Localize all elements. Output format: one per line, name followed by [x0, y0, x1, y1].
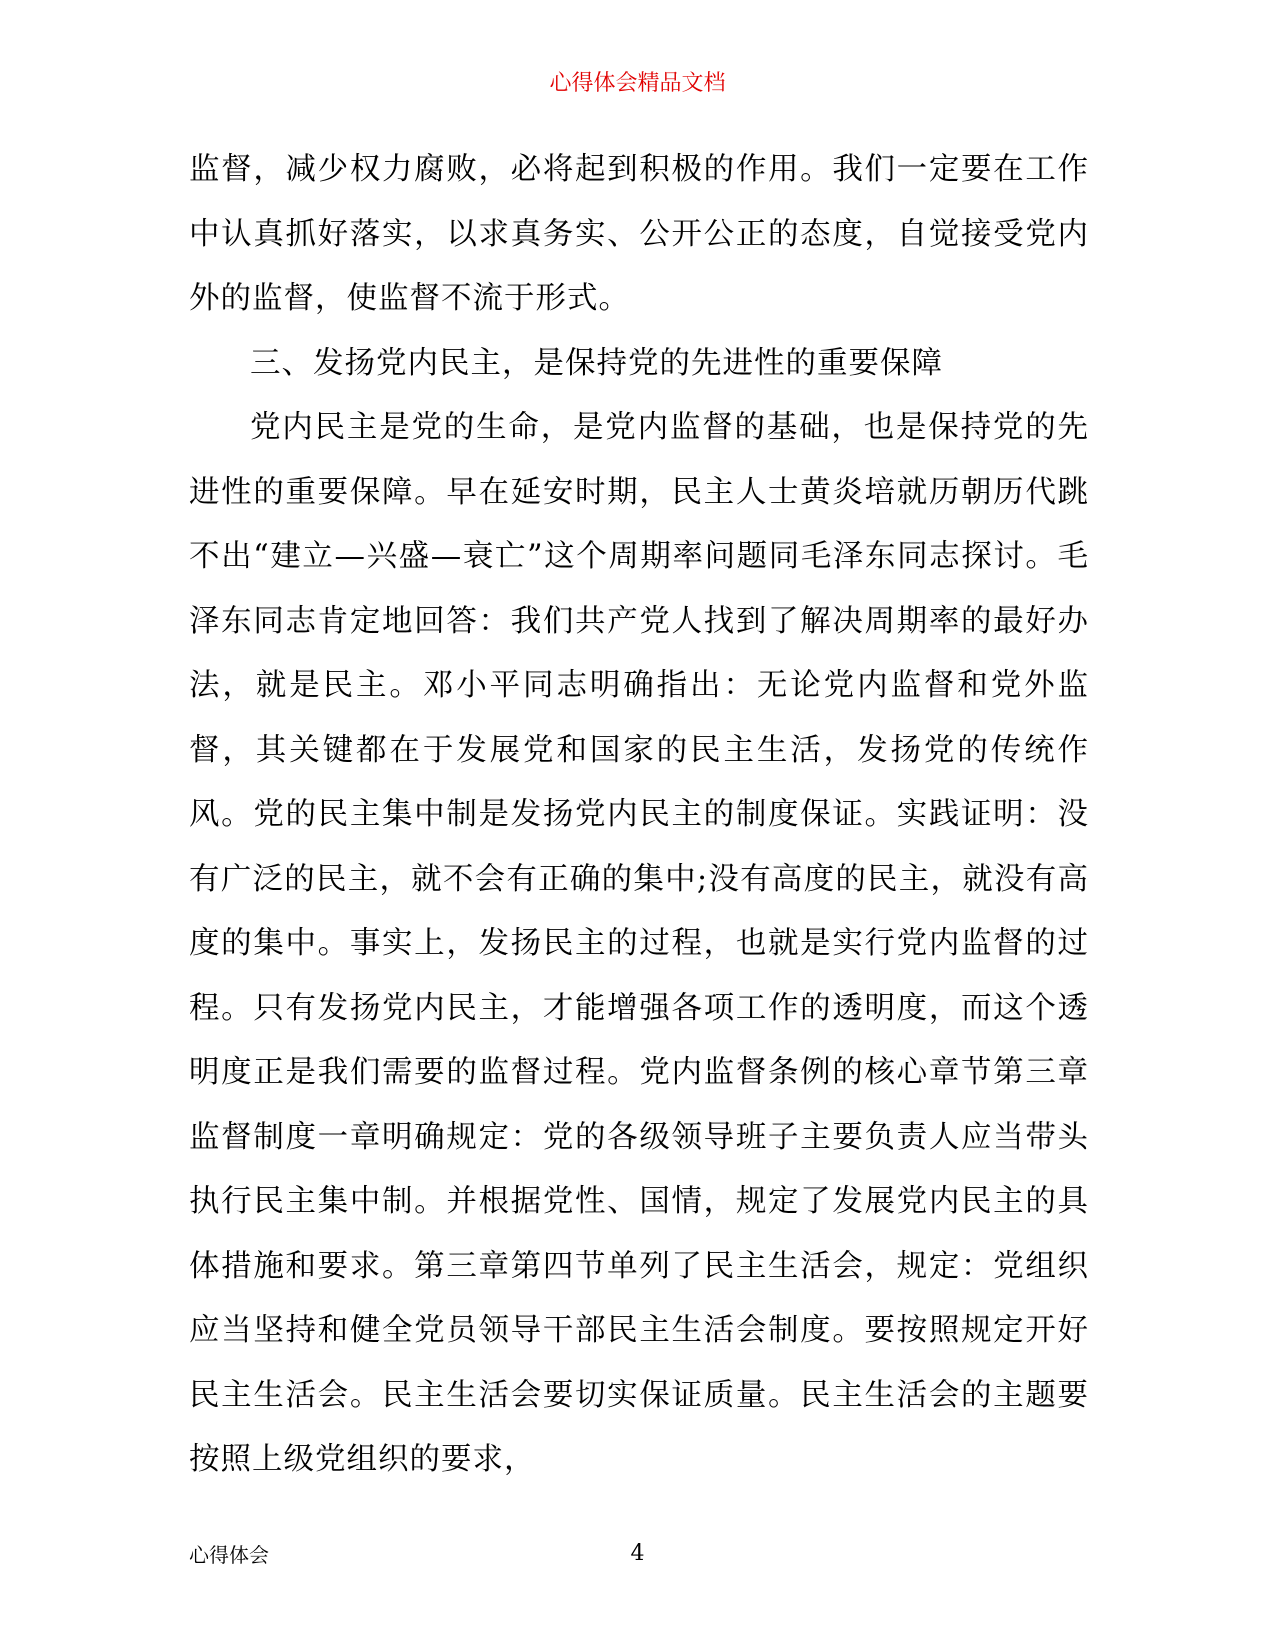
- paragraph-body: 党内民主是党的生命，是党内监督的基础，也是保持党的先进性的重要保障。早在延安时期，民主人士黄炎培就历朝历代跳不出“建立—兴盛—衰亡”这个周期率问题同毛泽东同志探讨。毛泽东同志肯定地回答：我们共产党人找到了解决周期率的最好办法，就是民主。邓小平同志明确指出：无论党内监督和党外监督，其关键都在于发展党和国家的民主生活，发扬党的传统作风。党的民主集中制是发扬党内民主的制度保证。实践证明：没有广泛的民主，就不会有正确的集中;没有高度的民主，就没有高度的集中。事实上，发扬民主的过程，也就是实行党内监督的过程。只有发扬党内民主，才能增强各项工作的透明度，而这个透明度正是我们需要的监督过程。党内监督条例的核心章节第三章监督制度一章明确规定：党的各级领导班子主要负责人应当带头执行民主集中制。并根据党性、国情，规定了发展党内民主的具体措施和要求。第三章第四节单列了民主生活会，规定：党组织应当坚持和健全党员领导干部民主生活会制度。要按照规定开好民主生活会。民主生活会要切实保证质量。民主生活会的主题要按照上级党组织的要求，: [189, 410, 1089, 1477]
- page-header-title: 心得体会精品文档: [549, 71, 726, 96]
- document-body: [189, 138, 1089, 1493]
- page-number: 4: [630, 1541, 645, 1566]
- footer-label: 心得体会: [189, 1543, 269, 1567]
- paragraph-continuation: 监督，减少权力腐败，必将起到积极的作用。我们一定要在工作中认真抓好落实，以求真务实、公开公正的态度，自觉接受党内外的监督，使监督不流于形式。: [189, 152, 1089, 316]
- section-heading: 三、发扬党内民主，是保持党的先进性的重要保障: [250, 345, 943, 381]
